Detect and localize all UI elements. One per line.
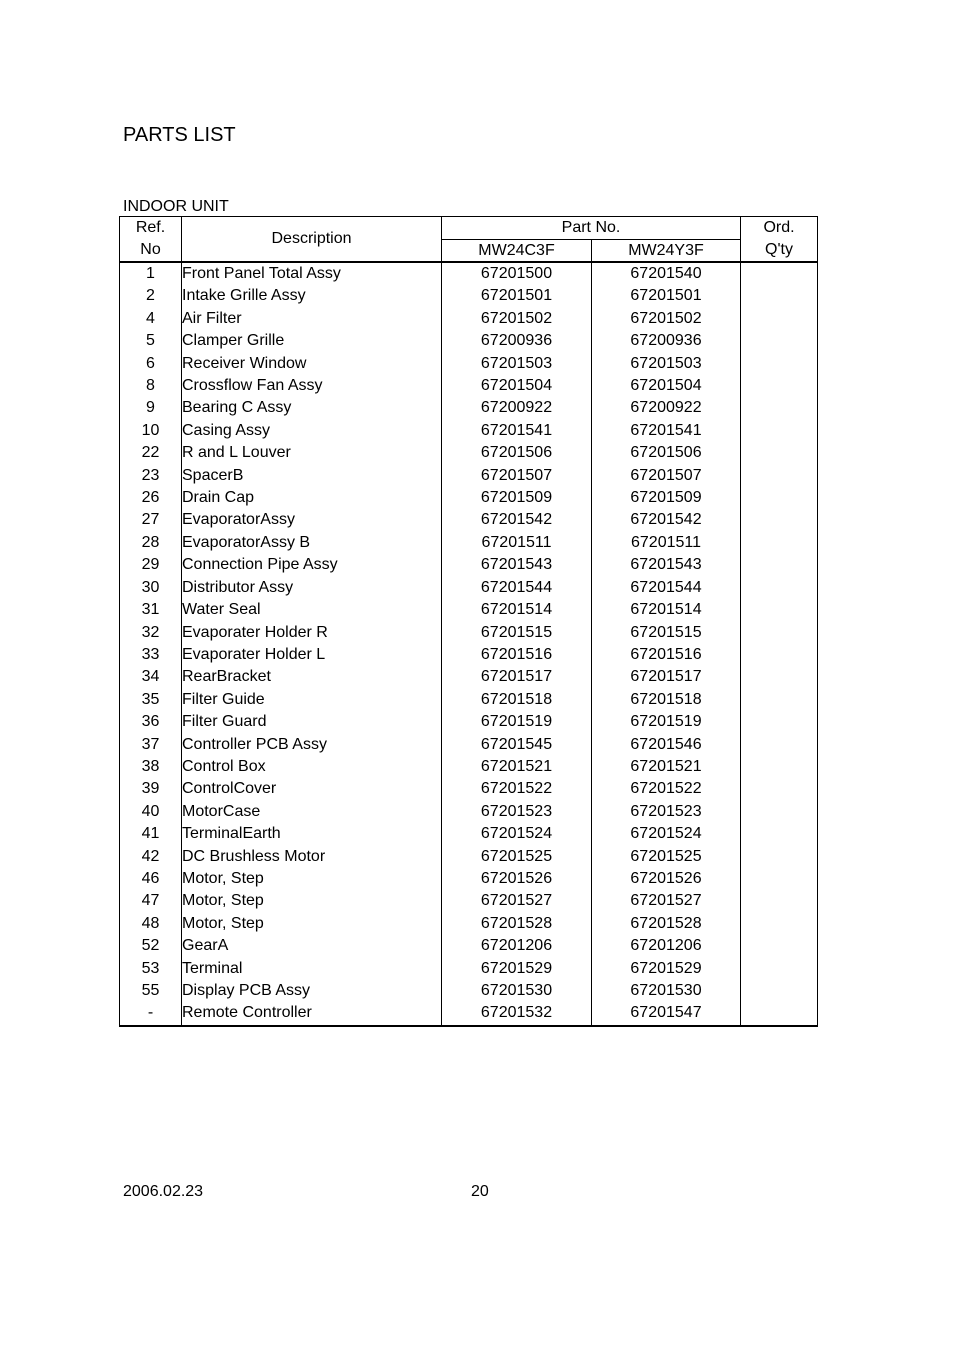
- table-row: [120, 801, 818, 823]
- cell-part-model-a: 67201517: [442, 666, 592, 688]
- cell-ref: 1: [120, 262, 182, 285]
- cell-order-qty: [741, 532, 818, 554]
- cell-order-qty: [741, 778, 818, 800]
- cell-description: ControlCover: [182, 778, 442, 800]
- cell-part-model-b: 67201504: [592, 375, 741, 397]
- header-description: Description: [182, 217, 442, 263]
- table-row: [120, 1002, 818, 1025]
- cell-ref: 6: [120, 353, 182, 375]
- table-row: [120, 958, 818, 980]
- table-row: [120, 689, 818, 711]
- cell-ref: -: [120, 1002, 182, 1025]
- table-row: [120, 330, 818, 352]
- cell-part-model-a: 67201530: [442, 980, 592, 1002]
- cell-ref: 31: [120, 599, 182, 621]
- cell-ref: 23: [120, 465, 182, 487]
- table-row: [120, 262, 818, 285]
- cell-ref: 42: [120, 846, 182, 868]
- cell-part-model-b: 67201511: [592, 532, 741, 554]
- cell-part-model-a: 67201527: [442, 890, 592, 912]
- cell-ref: 22: [120, 442, 182, 464]
- cell-description: Filter Guide: [182, 689, 442, 711]
- cell-part-model-a: 67201532: [442, 1002, 592, 1025]
- section-heading: INDOOR UNIT: [123, 198, 229, 215]
- cell-part-model-a: 67201511: [442, 532, 592, 554]
- cell-description: Evaporater Holder R: [182, 622, 442, 644]
- table-row: [120, 397, 818, 419]
- table-row: [120, 846, 818, 868]
- cell-description: EvaporatorAssy B: [182, 532, 442, 554]
- cell-ref: 4: [120, 308, 182, 330]
- table-row: [120, 509, 818, 531]
- cell-description: Control Box: [182, 756, 442, 778]
- cell-description: Clamper Grille: [182, 330, 442, 352]
- cell-order-qty: [741, 420, 818, 442]
- table-row: [120, 778, 818, 800]
- cell-order-qty: [741, 890, 818, 912]
- cell-description: Casing Assy: [182, 420, 442, 442]
- table-row: [120, 375, 818, 397]
- table-row: [120, 890, 818, 912]
- cell-order-qty: [741, 801, 818, 823]
- cell-part-model-a: 67201545: [442, 734, 592, 756]
- table-body: [120, 262, 818, 1026]
- cell-order-qty: [741, 935, 818, 957]
- table-row: [120, 420, 818, 442]
- table-row: [120, 285, 818, 307]
- cell-part-model-a: 67201506: [442, 442, 592, 464]
- cell-description: Air Filter: [182, 308, 442, 330]
- cell-order-qty: [741, 846, 818, 868]
- cell-part-model-a: 67201543: [442, 554, 592, 576]
- table-row: [120, 868, 818, 890]
- cell-part-model-a: 67201502: [442, 308, 592, 330]
- cell-order-qty: [741, 353, 818, 375]
- table-row: [120, 935, 818, 957]
- cell-order-qty: [741, 980, 818, 1002]
- cell-part-model-b: 67201524: [592, 823, 741, 845]
- cell-part-model-b: 67201546: [592, 734, 741, 756]
- cell-ref: 46: [120, 868, 182, 890]
- cell-part-model-b: 67201543: [592, 554, 741, 576]
- cell-order-qty: [741, 756, 818, 778]
- table-row: [120, 666, 818, 688]
- cell-part-model-b: 67201523: [592, 801, 741, 823]
- cell-order-qty: [741, 913, 818, 935]
- cell-order-qty: [741, 868, 818, 890]
- cell-order-qty: [741, 958, 818, 980]
- cell-part-model-a: 67201504: [442, 375, 592, 397]
- cell-description: MotorCase: [182, 801, 442, 823]
- cell-description: Motor, Step: [182, 890, 442, 912]
- cell-part-model-b: 67201547: [592, 1002, 741, 1025]
- cell-part-model-b: 67201503: [592, 353, 741, 375]
- header-ref-line2: No: [120, 239, 182, 262]
- page-number: 20: [471, 1183, 489, 1200]
- cell-part-model-a: 67201528: [442, 913, 592, 935]
- cell-order-qty: [741, 509, 818, 531]
- cell-order-qty: [741, 442, 818, 464]
- table-row: [120, 554, 818, 576]
- cell-part-model-a: 67200936: [442, 330, 592, 352]
- cell-part-model-b: 67201519: [592, 711, 741, 733]
- cell-description: Crossflow Fan Assy: [182, 375, 442, 397]
- table-row: [120, 734, 818, 756]
- cell-ref: 26: [120, 487, 182, 509]
- cell-description: Terminal: [182, 958, 442, 980]
- cell-description: Drain Cap: [182, 487, 442, 509]
- table-header: [120, 217, 818, 263]
- header-part-no: Part No.: [442, 217, 741, 240]
- cell-part-model-a: 67201515: [442, 622, 592, 644]
- cell-description: TerminalEarth: [182, 823, 442, 845]
- cell-ref: 9: [120, 397, 182, 419]
- table-row: [120, 487, 818, 509]
- cell-part-model-b: 67201206: [592, 935, 741, 957]
- cell-part-model-a: 67200922: [442, 397, 592, 419]
- cell-part-model-a: 67201525: [442, 846, 592, 868]
- cell-part-model-a: 67201524: [442, 823, 592, 845]
- cell-part-model-a: 67201206: [442, 935, 592, 957]
- table-row: [120, 756, 818, 778]
- cell-part-model-b: 67201542: [592, 509, 741, 531]
- cell-order-qty: [741, 734, 818, 756]
- cell-part-model-a: 67201542: [442, 509, 592, 531]
- cell-ref: 41: [120, 823, 182, 845]
- footer-date: 2006.02.23: [123, 1183, 204, 1200]
- header-qty-line1: Ord.: [741, 217, 818, 240]
- table-row: [120, 644, 818, 666]
- cell-ref: 8: [120, 375, 182, 397]
- cell-ref: 38: [120, 756, 182, 778]
- cell-part-model-b: 67201509: [592, 487, 741, 509]
- cell-ref: 2: [120, 285, 182, 307]
- cell-ref: 48: [120, 913, 182, 935]
- table-row: [120, 442, 818, 464]
- cell-ref: 53: [120, 958, 182, 980]
- cell-part-model-a: 67201507: [442, 465, 592, 487]
- table-row: [120, 823, 818, 845]
- cell-part-model-b: 67201525: [592, 846, 741, 868]
- cell-description: Filter Guard: [182, 711, 442, 733]
- cell-description: Intake Grille Assy: [182, 285, 442, 307]
- cell-part-model-b: 67201502: [592, 308, 741, 330]
- cell-ref: 47: [120, 890, 182, 912]
- cell-ref: 34: [120, 666, 182, 688]
- cell-part-model-a: 67201529: [442, 958, 592, 980]
- cell-order-qty: [741, 1002, 818, 1025]
- cell-ref: 28: [120, 532, 182, 554]
- cell-part-model-b: 67201544: [592, 577, 741, 599]
- cell-part-model-b: 67201507: [592, 465, 741, 487]
- cell-description: Receiver Window: [182, 353, 442, 375]
- cell-part-model-b: 67201501: [592, 285, 741, 307]
- page-title: PARTS LIST: [123, 124, 236, 146]
- cell-part-model-b: 67201541: [592, 420, 741, 442]
- cell-description: SpacerB: [182, 465, 442, 487]
- cell-description: Motor, Step: [182, 868, 442, 890]
- parts-table: [119, 216, 818, 1027]
- table-row: [120, 465, 818, 487]
- table-row: [120, 622, 818, 644]
- cell-description: DC Brushless Motor: [182, 846, 442, 868]
- cell-ref: 27: [120, 509, 182, 531]
- cell-order-qty: [741, 330, 818, 352]
- table-row: [120, 532, 818, 554]
- cell-ref: 36: [120, 711, 182, 733]
- cell-part-model-b: 67201530: [592, 980, 741, 1002]
- table-row: [120, 980, 818, 1002]
- cell-description: GearA: [182, 935, 442, 957]
- cell-description: Connection Pipe Assy: [182, 554, 442, 576]
- cell-part-model-b: 67201521: [592, 756, 741, 778]
- cell-ref: 29: [120, 554, 182, 576]
- header-model-b: MW24Y3F: [592, 239, 741, 262]
- cell-part-model-a: 67201500: [442, 262, 592, 285]
- cell-description: R and L Louver: [182, 442, 442, 464]
- cell-order-qty: [741, 666, 818, 688]
- cell-part-model-b: 67201526: [592, 868, 741, 890]
- cell-description: Distributor Assy: [182, 577, 442, 599]
- cell-order-qty: [741, 599, 818, 621]
- table-row: [120, 353, 818, 375]
- cell-ref: 39: [120, 778, 182, 800]
- table-row: [120, 308, 818, 330]
- cell-part-model-b: 67200922: [592, 397, 741, 419]
- cell-ref: 35: [120, 689, 182, 711]
- cell-part-model-b: 67201515: [592, 622, 741, 644]
- cell-description: Controller PCB Assy: [182, 734, 442, 756]
- cell-order-qty: [741, 262, 818, 285]
- cell-part-model-b: 67201506: [592, 442, 741, 464]
- cell-description: Evaporater Holder L: [182, 644, 442, 666]
- cell-part-model-a: 67201518: [442, 689, 592, 711]
- header-ref-line1: Ref.: [120, 217, 182, 240]
- cell-part-model-b: 67201514: [592, 599, 741, 621]
- header-qty-line2: Q'ty: [741, 239, 818, 262]
- cell-description: Front Panel Total Assy: [182, 262, 442, 285]
- cell-part-model-a: 67201526: [442, 868, 592, 890]
- cell-ref: 10: [120, 420, 182, 442]
- cell-order-qty: [741, 308, 818, 330]
- cell-ref: 5: [120, 330, 182, 352]
- cell-part-model-b: 67201518: [592, 689, 741, 711]
- table-row: [120, 599, 818, 621]
- cell-description: Motor, Step: [182, 913, 442, 935]
- table-row: [120, 913, 818, 935]
- cell-description: Display PCB Assy: [182, 980, 442, 1002]
- cell-part-model-a: 67201514: [442, 599, 592, 621]
- cell-ref: 32: [120, 622, 182, 644]
- cell-order-qty: [741, 285, 818, 307]
- cell-description: Water Seal: [182, 599, 442, 621]
- cell-part-model-a: 67201519: [442, 711, 592, 733]
- cell-description: RearBracket: [182, 666, 442, 688]
- table-row: [120, 711, 818, 733]
- cell-part-model-b: 67201517: [592, 666, 741, 688]
- cell-part-model-a: 67201522: [442, 778, 592, 800]
- cell-part-model-a: 67201509: [442, 487, 592, 509]
- header-model-a: MW24C3F: [442, 239, 592, 262]
- cell-ref: 40: [120, 801, 182, 823]
- cell-ref: 52: [120, 935, 182, 957]
- cell-part-model-a: 67201541: [442, 420, 592, 442]
- cell-part-model-b: 67200936: [592, 330, 741, 352]
- cell-part-model-b: 67201516: [592, 644, 741, 666]
- cell-description: Remote Controller: [182, 1002, 442, 1025]
- cell-part-model-a: 67201544: [442, 577, 592, 599]
- cell-order-qty: [741, 711, 818, 733]
- cell-part-model-b: 67201540: [592, 262, 741, 285]
- cell-part-model-b: 67201522: [592, 778, 741, 800]
- cell-order-qty: [741, 577, 818, 599]
- cell-description: Bearing C Assy: [182, 397, 442, 419]
- cell-order-qty: [741, 689, 818, 711]
- cell-order-qty: [741, 465, 818, 487]
- cell-description: EvaporatorAssy: [182, 509, 442, 531]
- cell-part-model-b: 67201529: [592, 958, 741, 980]
- cell-part-model-a: 67201516: [442, 644, 592, 666]
- cell-part-model-b: 67201527: [592, 890, 741, 912]
- cell-ref: 55: [120, 980, 182, 1002]
- cell-order-qty: [741, 823, 818, 845]
- table-row: [120, 577, 818, 599]
- cell-order-qty: [741, 622, 818, 644]
- cell-order-qty: [741, 487, 818, 509]
- cell-part-model-a: 67201501: [442, 285, 592, 307]
- cell-ref: 33: [120, 644, 182, 666]
- cell-order-qty: [741, 397, 818, 419]
- cell-order-qty: [741, 554, 818, 576]
- cell-order-qty: [741, 375, 818, 397]
- cell-ref: 37: [120, 734, 182, 756]
- cell-part-model-b: 67201528: [592, 913, 741, 935]
- cell-part-model-a: 67201503: [442, 353, 592, 375]
- cell-part-model-a: 67201523: [442, 801, 592, 823]
- cell-part-model-a: 67201521: [442, 756, 592, 778]
- cell-ref: 30: [120, 577, 182, 599]
- cell-order-qty: [741, 644, 818, 666]
